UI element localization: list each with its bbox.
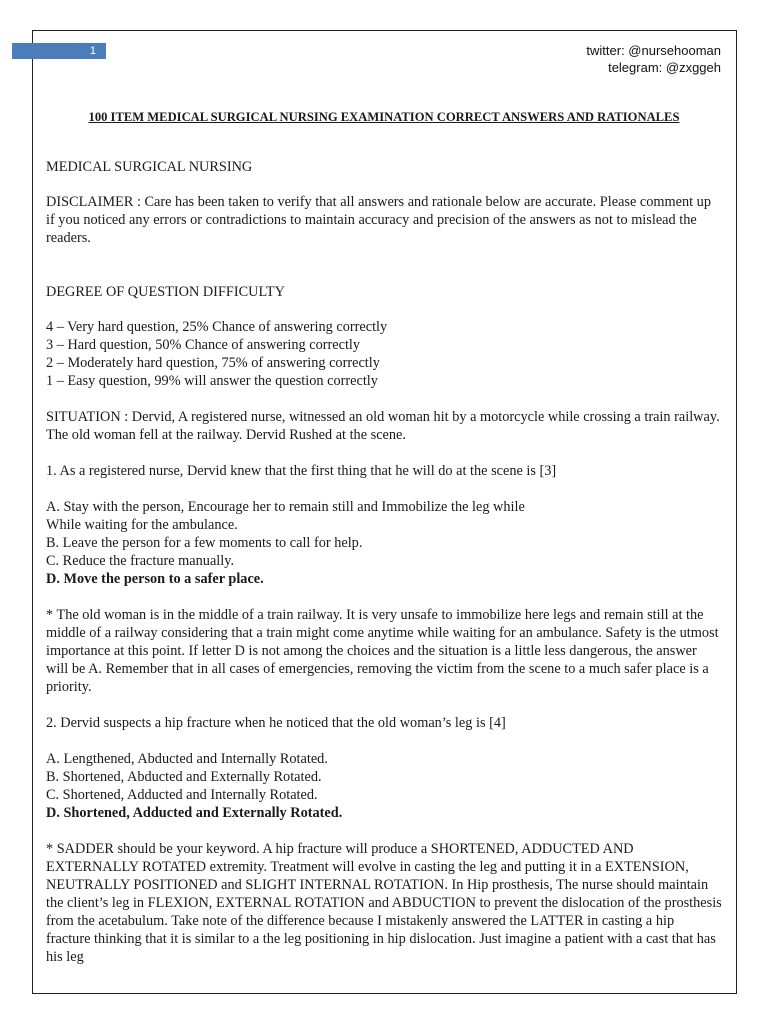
question-2-choices bbox=[46, 750, 722, 822]
difficulty-item: 2 – Moderately hard question, 75% of answering correctly bbox=[46, 355, 380, 371]
telegram-handle: telegram: @zxggeh bbox=[608, 60, 721, 75]
difficulty-heading: DEGREE OF QUESTION DIFFICULTY bbox=[46, 284, 285, 300]
difficulty-item: 1 – Easy question, 99% will answer the question correctly bbox=[46, 373, 378, 389]
document-body bbox=[46, 108, 722, 966]
question-1-rationale: * The old woman is in the middle of a train railway. It is very unsafe to immobilize here legs and remain still at the middle of a railway considering that a train might come anytime while waiting for an ambulance. Safety is the utmost importance at this point. If letter D is not among the choices and the situation is a little less dangerous, the answer will be A. Remember that in all cases of emergencies, removing the victim from the scene to a much safer place is a priority. bbox=[46, 607, 719, 695]
social-handles bbox=[586, 42, 721, 76]
choice-c: C. Reduce the fracture manually. bbox=[46, 553, 235, 569]
difficulty-list bbox=[46, 318, 722, 390]
choice-a: A. Lengthened, Abducted and Internally Rotated. bbox=[46, 751, 328, 767]
page-number: 1 bbox=[12, 43, 106, 59]
choice-a-continued: While waiting for the ambulance. bbox=[46, 517, 238, 533]
question-1-choices bbox=[46, 498, 722, 588]
question-1: 1. As a registered nurse, Dervid knew that the first thing that he will do at the scene is [3] bbox=[46, 463, 557, 479]
disclaimer: DISCLAIMER : Care has been taken to verify that all answers and rationale below are accurate. Please comment up if you noticed any errors or contradictions to maintain accuracy and precision of the answers as not to mislead the readers. bbox=[46, 194, 711, 246]
choice-a: A. Stay with the person, Encourage her to remain still and Immobilize the leg while bbox=[46, 499, 525, 515]
choice-d-correct: D. Shortened, Adducted and Externally Rotated. bbox=[46, 805, 343, 821]
twitter-handle: twitter: @nursehooman bbox=[586, 43, 721, 58]
situation: SITUATION : Dervid, A registered nurse, witnessed an old woman hit by a motorcycle while crossing a train railway. The old woman fell at the railway. Dervid Rushed at the scene. bbox=[46, 409, 720, 443]
choice-d-correct: D. Move the person to a safer place. bbox=[46, 571, 264, 587]
choice-c: C. Shortened, Adducted and Internally Rotated. bbox=[46, 787, 318, 803]
section-heading: MEDICAL SURGICAL NURSING bbox=[46, 159, 253, 175]
choice-b: B. Shortened, Abducted and Externally Rotated. bbox=[46, 769, 322, 785]
difficulty-item: 3 – Hard question, 50% Chance of answering correctly bbox=[46, 337, 361, 353]
document-title: 100 ITEM MEDICAL SURGICAL NURSING EXAMINATION CORRECT ANSWERS AND RATIONALES bbox=[88, 110, 680, 124]
choice-b: B. Leave the person for a few moments to call for help. bbox=[46, 535, 363, 551]
question-2-rationale: * SADDER should be your keyword. A hip fracture will produce a SHORTENED, ADDUCTED AND EXTERNALLY ROTATED extremity. Treatment will evolve in casting the leg and putting it in a EXTENSION, NEUTRALLY POSITIONED and SLIGHT INTERNAL ROTATION. In Hip prosthesis, The nurse should maintain the client’s leg in FLEXION, EXTERNAL ROTATION and ABDUCTION to prevent the dislocation of the prosthesis from the acetabulum. Take note of the difference because I mistakenly answered the LATTER in casting a hip fracture thinking that it is similar to a the leg positioning in hip dislocation. Just imagine a patient with a cast that has his leg bbox=[46, 841, 722, 965]
difficulty-item: 4 – Very hard question, 25% Chance of answering correctly bbox=[46, 319, 388, 335]
question-2: 2. Dervid suspects a hip fracture when he noticed that the old woman’s leg is [4] bbox=[46, 715, 506, 731]
